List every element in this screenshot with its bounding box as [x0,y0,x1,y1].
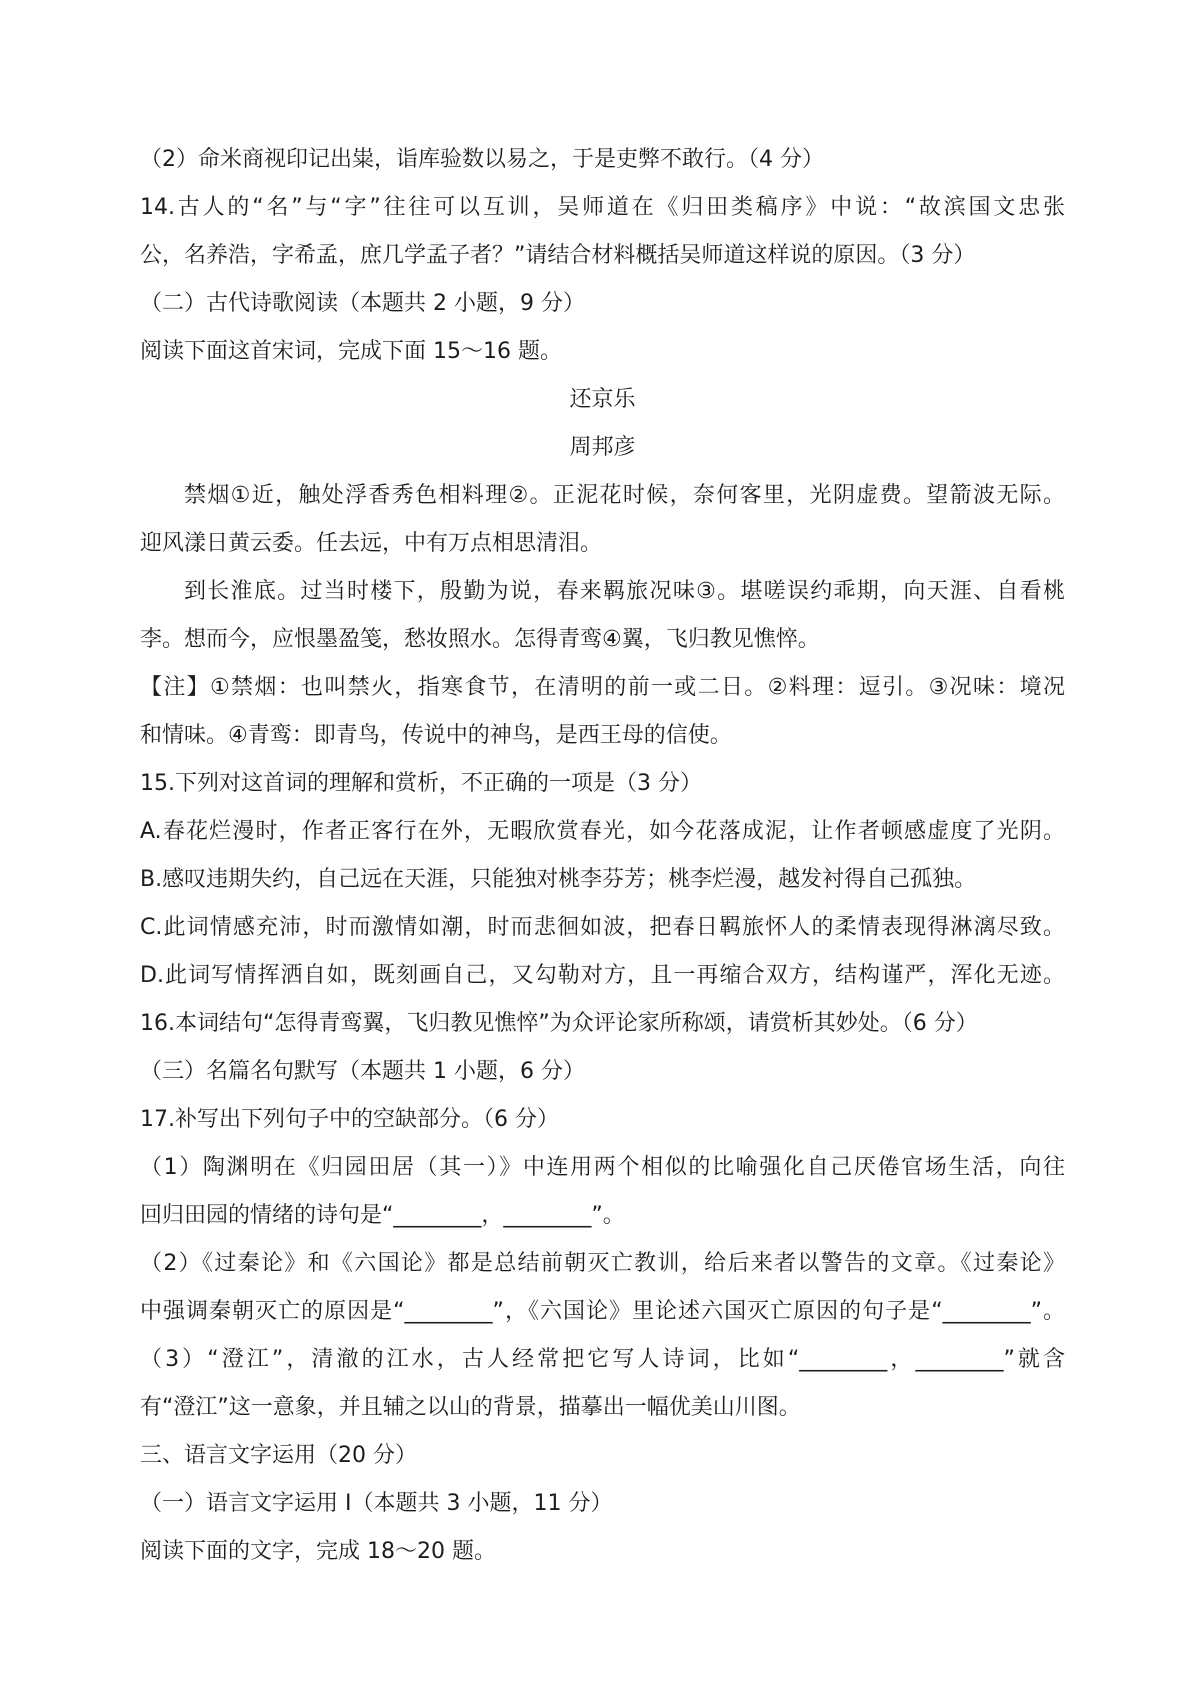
section-heading-language-use: 三、语言文字运用（20 分） [140,1443,417,1468]
question-15-option-b: B.感叹违期失约，自己远在天涯，只能独对桃李芬芳；桃李烂漫，越发衬得自己孤独。 [140,867,977,892]
question-17-part3-line-2: 有“澄江”这一意象，并且辅之以山的背景，描摹出一幅优美山川图。 [140,1395,801,1420]
question-17-stem: 17.补写出下列句子中的空缺部分。（6 分） [140,1107,559,1132]
poem-instruction: 阅读下面这首宋词，完成下面 15～16 题。 [140,339,562,364]
question-17-part1-line-2: 回归田园的情绪的诗句是“________，________”。 [140,1203,625,1228]
poem-title: 还京乐 [569,387,636,412]
question-16: 16.本词结句“怎得青鸾翼，飞归教见憔悴”为众评论家所称颂，请赏析其妙处。（6 分） [140,1011,978,1036]
question-14-line-2: 公，名养浩，字希孟，庶几学孟子者？”请结合材料概括吴师道这样说的原因。（3 分） [140,243,976,268]
question-17-part2-line-1: （2）《过秦论》和《六国论》都是总结前朝灭亡教训，给后来者以警告的文章。《过秦论》 [140,1251,1065,1276]
poem-notes-line-1: 【注】①禁烟：也叫禁火，指寒食节，在清明的前一或二日。②料理：逗引。③况味：境况 [140,675,1065,700]
question-17-part3-line-1: （3）“澄江”，清澈的江水，古人经常把它写人诗词，比如“________，________”就含 [140,1347,1065,1372]
poem-notes-line-2: 和情味。④青鸾：即青鸟，传说中的神鸟，是西王母的信使。 [140,723,732,748]
question-14-line-1: 14.古人的“名”与“字”往往可以互训，吴师道在《归田类稿序》中说：“故滨国文忠张 [140,195,1065,220]
poem-stanza2-line-2: 李。想而今，应恨墨盈笺，愁妆照水。怎得青鸾④翼，飞归教见憔悴。 [140,627,820,652]
poem-author: 周邦彦 [569,435,636,460]
subsection-language-use-1: （一）语言文字运用 I（本题共 3 小题，11 分） [140,1491,613,1516]
question-13-part2: （2）命米商视印记出粜，诣库验数以易之，于是吏弊不敢行。（4 分） [140,147,824,172]
exam-document-page [140,136,1065,1576]
section-heading-dictation: （三）名篇名句默写（本题共 1 小题，6 分） [140,1059,585,1084]
question-15-option-a: A.春花烂漫时，作者正客行在外，无暇欣赏春光，如今花落成泥，让作者顿感虚度了光阴。 [140,819,1065,844]
question-15-option-d: D.此词写情挥洒自如，既刻画自己，又勾勒对方，且一再缩合双方，结构谨严，浑化无迹。 [140,963,1065,988]
question-15-option-c: C.此词情感充沛，时而激情如潮，时而悲徊如波，把春日羁旅怀人的柔情表现得淋漓尽致。 [140,915,1065,940]
question-15-stem: 15.下列对这首词的理解和赏析，不正确的一项是（3 分） [140,771,702,796]
poem-stanza1-line-2: 迎风漾日黄云委。任去远，中有万点相思清泪。 [140,531,603,556]
poem-stanza2-line-1: 到长淮底。过当时楼下，殷勤为说，春来羁旅况味③。堪嗟误约乖期，向天涯、自看桃 [184,579,1065,604]
question-17-part1-line-1: （1）陶渊明在《归园田居（其一）》中连用两个相似的比喻强化自己厌倦官场生活，向往 [140,1155,1065,1180]
poem-stanza1-line-1: 禁烟①近，触处浮香秀色相料理②。正泥花时候，奈何客里，光阴虚费。望箭波无际。 [184,483,1065,508]
question-17-part2-line-2: 中强调秦朝灭亡的原因是“________”，《六国论》里论述六国灭亡原因的句子是“________”。 [140,1299,1065,1324]
section-heading-poetry-reading: （二）古代诗歌阅读（本题共 2 小题，9 分） [140,291,585,316]
reading-instruction: 阅读下面的文字，完成 18～20 题。 [140,1539,496,1564]
